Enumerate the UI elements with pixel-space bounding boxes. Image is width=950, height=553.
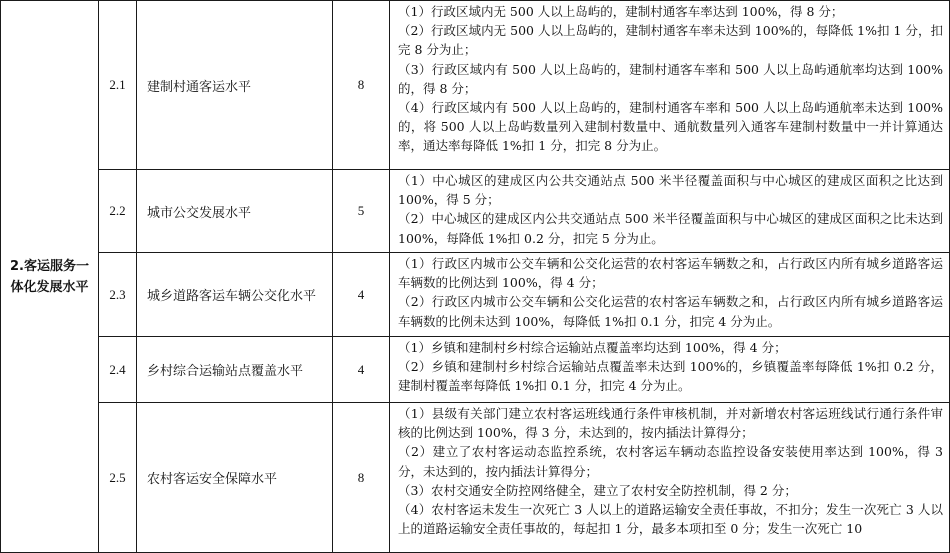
criteria-line: （3）行政区域内有 500 人以上岛屿的，建制村通客车率和 500 人以上岛屿通航率均达到 100%的，得 8 分；	[398, 61, 943, 96]
category-label: 2.客运服务一体化发展水平	[10, 258, 89, 295]
item-score: 4	[333, 253, 390, 337]
criteria-line: （2）行政区内城市公交车辆和公交化运营的农村客运车辆数之和，占行政区内所有城乡道路客运车辆数的比例未达到 100%，每降低 1%扣 0.1 分，扣完 4 分为止。	[398, 294, 943, 329]
item-number: 2.2	[99, 170, 137, 253]
table-row	[1, 170, 950, 253]
criteria-cell	[390, 337, 950, 403]
item-score: 5	[333, 170, 390, 253]
criteria-line: （2）建立了农村客运动态监控系统，农村客运车辆动态监控设备安装使用率达到 100%，得 3 分，未达到的，按内插法计算得分；	[398, 444, 943, 479]
criteria-line: （2）乡镇和建制村乡村综合运输站点覆盖率未达到 100%的，乡镇覆盖率每降低 1%扣 0.2 分，建制村覆盖率每降低 1%扣 0.1 分，扣完 4 分为止。	[398, 359, 943, 394]
table-row	[1, 253, 950, 337]
criteria-cell	[390, 1, 950, 170]
criteria-line: （1）中心城区的建成区内公共交通站点 500 米半径覆盖面积与中心城区的建成区面积之比达到 100%，得 5 分；	[398, 173, 943, 208]
criteria-cell	[390, 253, 950, 337]
item-name: 城乡道路客运车辆公交化水平	[137, 253, 333, 337]
criteria-line: （2）中心城区的建成区内公共交通站点 500 米半径覆盖面积与中心城区的建成区面积之比未达到 100%，每降低 1%扣 0.2 分，扣完 5 分为止。	[398, 211, 943, 246]
item-name: 城市公交发展水平	[137, 170, 333, 253]
criteria-line: （4）行政区域内有 500 人以上岛屿的，建制村通客车率和 500 人以上岛屿通航率未达到 100%的，将 500 人以上岛屿数量列入建制村数量中、通航数量列入通客车建制村数量中一并计算通达率，通达率每降低 1%扣 1 分，扣完 8 分为止。	[398, 100, 943, 154]
criteria-cell	[390, 170, 950, 253]
item-name: 乡村综合运输站点覆盖水平	[137, 337, 333, 403]
criteria-line: （1）行政区内城市公交车辆和公交化运营的农村客运车辆数之和，占行政区内所有城乡道路客运车辆数的比例达到 100%，得 4 分；	[398, 256, 943, 291]
criteria-line: （3）农村交通安全防控网络健全，建立了农村安全防控机制，得 2 分；	[398, 482, 797, 498]
item-score: 8	[333, 403, 390, 553]
table-row	[1, 1, 950, 170]
criteria-line: （2）行政区域内无 500 人以上岛屿的，建制村通客车率未达到 100%的，每降低 1%扣 1 分，扣完 8 分为止；	[398, 23, 943, 58]
criteria-line: （1）乡镇和建制村乡村综合运输站点覆盖率均达到 100%，得 4 分；	[398, 340, 787, 355]
item-score: 8	[333, 1, 390, 170]
item-number: 2.5	[99, 403, 137, 553]
item-number: 2.1	[99, 1, 137, 170]
criteria-cell	[390, 403, 950, 553]
item-number: 2.3	[99, 253, 137, 337]
item-score: 4	[333, 337, 390, 403]
item-number: 2.4	[99, 337, 137, 403]
criteria-line: （1）县级有关部门建立农村客运班线通行条件审核机制，并对新增农村客运班线试行通行条件审核的比例达到 100%，得 3 分，未达到的，按内插法计算得分；	[398, 406, 943, 441]
item-name: 建制村通客运水平	[137, 1, 333, 170]
table-row	[1, 337, 950, 403]
criteria-line: （1）行政区域内无 500 人以上岛屿的，建制村通客车率达到 100%，得 8 分；	[398, 4, 844, 19]
category-cell	[1, 1, 99, 553]
criteria-line: （4）农村客运未发生一次死亡 3 人以上的道路运输安全责任事故，不扣分；发生一次死亡 3 人以上的道路运输安全责任事故的，每起扣 1 分，最多本项扣至 0 分；发生一次死亡 10	[398, 502, 943, 537]
item-name: 农村客运安全保障水平	[137, 403, 333, 553]
table-row	[1, 403, 950, 553]
